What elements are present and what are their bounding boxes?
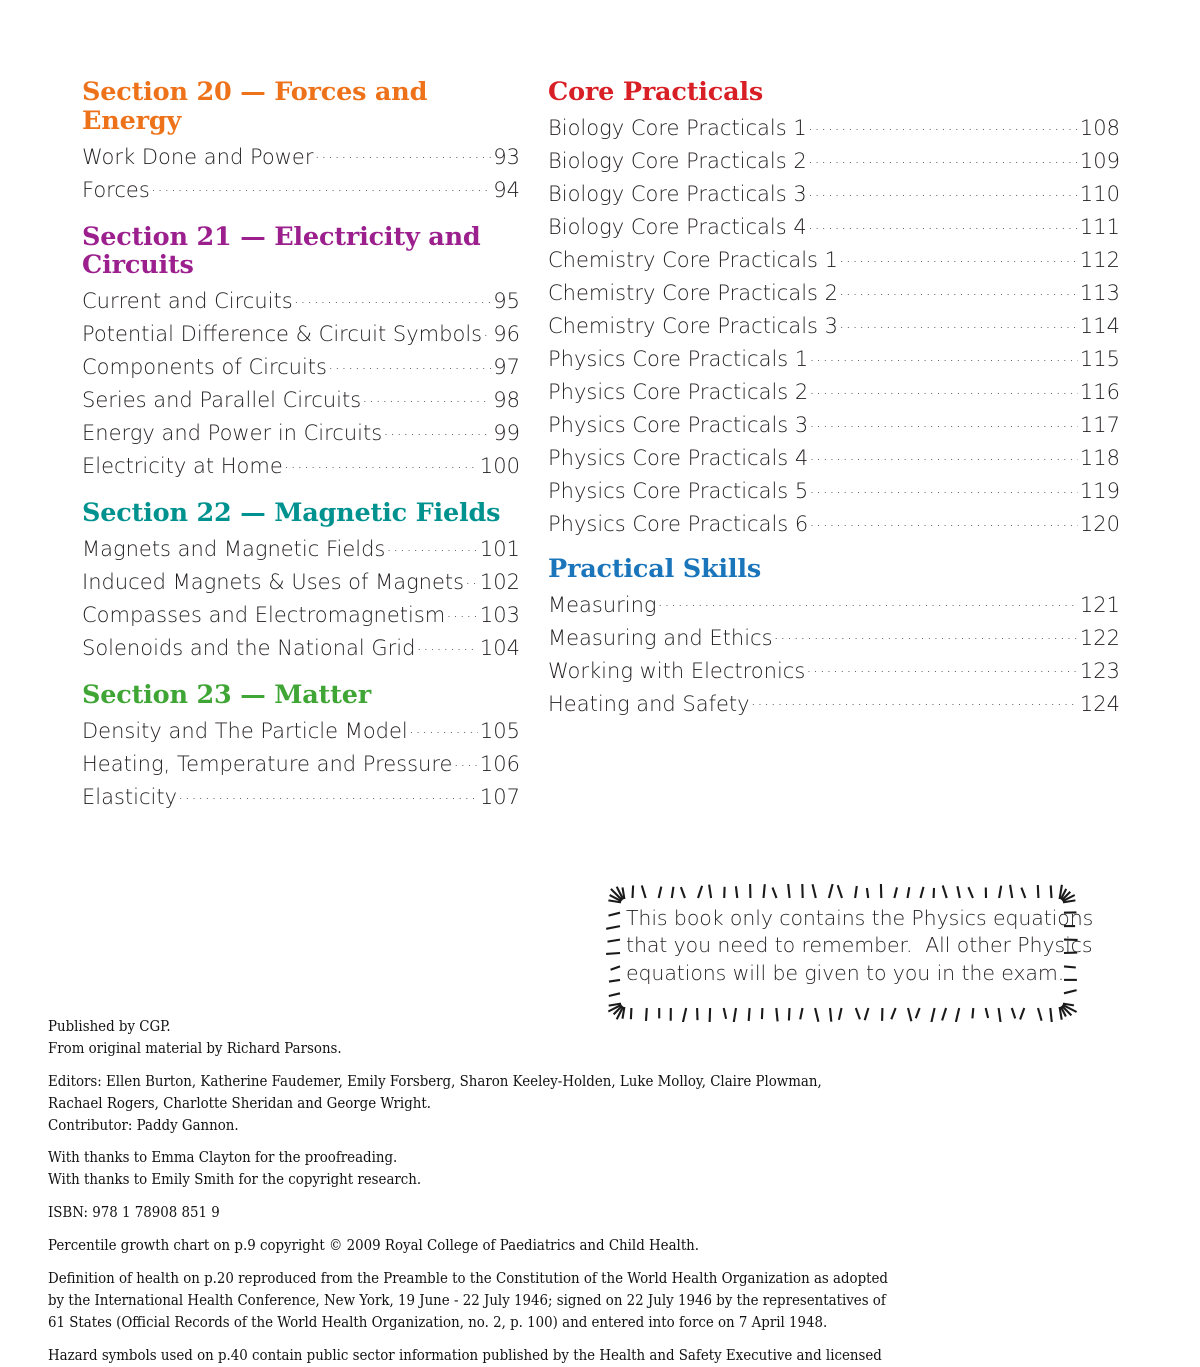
toc-entry[interactable] bbox=[82, 535, 520, 560]
section-block-practical-skills bbox=[548, 555, 1120, 715]
toc-entry[interactable] bbox=[548, 147, 1120, 172]
callout-text bbox=[626, 905, 1058, 987]
section-block-electricity-and-circuits bbox=[82, 223, 520, 478]
toc-entry[interactable] bbox=[548, 657, 1120, 682]
toc-entry-page: 93 bbox=[492, 147, 520, 168]
credit-hazard-line-1: Hazard symbols used on p.40 contain public sector information published by the Health and Safety Executive and licensed bbox=[48, 1345, 981, 1367]
toc-entry-page: 100 bbox=[479, 456, 520, 477]
section-block-forces-and-energy bbox=[82, 78, 520, 201]
section-heading-21: Section 21 — Electricity and Circuits bbox=[82, 223, 520, 281]
toc-entry[interactable] bbox=[82, 568, 520, 593]
toc-entry[interactable] bbox=[82, 386, 520, 411]
toc-entry-title: Biology Core Practicals 3 bbox=[548, 184, 807, 205]
section-heading-22: Section 22 — Magnetic Fields bbox=[82, 499, 520, 528]
credit-thanks-copyright: With thanks to Emily Smith for the copyright research. bbox=[48, 1169, 981, 1191]
toc-leader-dots bbox=[806, 657, 1078, 678]
credit-contributor: Contributor: Paddy Gannon. bbox=[48, 1115, 981, 1137]
toc-leader-dots bbox=[314, 143, 491, 164]
toc-leader-dots bbox=[808, 213, 1078, 234]
toc-leader-dots bbox=[465, 568, 478, 589]
credit-who-line-2: by the International Health Conference, New York, 19 June - 22 July 1946; signed on 22 July 1946 by the representatives of bbox=[48, 1290, 981, 1312]
toc-entry-title: Physics Core Practicals 5 bbox=[548, 481, 808, 502]
toc-entry[interactable] bbox=[82, 634, 520, 659]
toc-entry[interactable] bbox=[82, 143, 520, 168]
section-block-core-practicals bbox=[548, 78, 1120, 535]
toc-leader-dots bbox=[362, 386, 491, 407]
toc-entry[interactable] bbox=[548, 279, 1120, 304]
toc-entry-page: 114 bbox=[1079, 316, 1120, 337]
toc-entry-page: 109 bbox=[1079, 151, 1120, 172]
toc-leader-dots bbox=[453, 750, 477, 771]
toc-entry-page: 95 bbox=[492, 291, 520, 312]
toc-entry-title: Magnets and Magnetic Fields bbox=[82, 539, 385, 560]
toc-entry[interactable] bbox=[548, 444, 1120, 469]
toc-entry-page: 120 bbox=[1079, 514, 1120, 535]
section-heading-23: Section 23 — Matter bbox=[82, 681, 520, 710]
toc-entry-title: Heating and Safety bbox=[548, 694, 750, 715]
toc-entry-title: Solenoids and the National Grid bbox=[82, 638, 415, 659]
credit-editors-line-2: Rachael Rogers, Charlotte Sheridan and George Wright. bbox=[48, 1093, 981, 1115]
toc-entry-page: 118 bbox=[1079, 448, 1120, 469]
toc-leader-dots bbox=[839, 312, 1078, 333]
toc-entry[interactable] bbox=[82, 601, 520, 626]
toc-leader-dots bbox=[808, 114, 1078, 135]
toc-entry-page: 111 bbox=[1079, 217, 1120, 238]
toc-entry-page: 98 bbox=[492, 390, 520, 411]
toc-leader-dots bbox=[808, 147, 1078, 168]
toc-entry[interactable] bbox=[548, 114, 1120, 139]
section-heading-practical-skills: Practical Skills bbox=[548, 555, 1120, 584]
callout-line-3: equations will be given to you in the exam. bbox=[626, 960, 1058, 987]
contents-column-left bbox=[0, 78, 520, 998]
toc-leader-dots bbox=[178, 783, 478, 804]
toc-entry-page: 99 bbox=[492, 423, 520, 444]
toc-entry[interactable] bbox=[548, 312, 1120, 337]
toc-entry-title: Electricity at Home bbox=[82, 456, 283, 477]
section-heading-core-practicals: Core Practicals bbox=[548, 78, 1120, 107]
credit-isbn: ISBN: 978 1 78908 851 9 bbox=[48, 1202, 981, 1224]
toc-entry[interactable] bbox=[82, 750, 520, 775]
toc-entry[interactable] bbox=[548, 591, 1120, 616]
toc-leader-dots bbox=[751, 690, 1078, 711]
toc-leader-dots bbox=[294, 287, 492, 308]
toc-entry-page: 116 bbox=[1079, 382, 1120, 403]
toc-leader-dots bbox=[409, 717, 478, 738]
contents-column-right bbox=[520, 78, 1120, 998]
toc-entry-page: 103 bbox=[479, 605, 520, 626]
toc-entry-title: Elasticity bbox=[82, 787, 177, 808]
toc-entry-title: Forces bbox=[82, 180, 150, 201]
toc-leader-dots bbox=[386, 535, 478, 556]
toc-leader-dots bbox=[774, 624, 1078, 645]
toc-entry-page: 110 bbox=[1079, 184, 1120, 205]
toc-leader-dots bbox=[809, 477, 1078, 498]
toc-entry-title: Potential Difference & Circuit Symbols bbox=[82, 324, 482, 345]
physics-equations-callout bbox=[592, 884, 1092, 1022]
toc-leader-dots bbox=[383, 419, 491, 440]
toc-entry-page: 124 bbox=[1079, 694, 1120, 715]
toc-entry-title: Physics Core Practicals 4 bbox=[548, 448, 808, 469]
toc-entry[interactable] bbox=[548, 510, 1120, 535]
toc-entry-title: Physics Core Practicals 3 bbox=[548, 415, 808, 436]
toc-leader-dots bbox=[416, 634, 477, 655]
toc-entry-title: Physics Core Practicals 2 bbox=[548, 382, 808, 403]
toc-entry-page: 106 bbox=[479, 754, 520, 775]
toc-entry[interactable] bbox=[82, 419, 520, 444]
credit-percentile-chart: Percentile growth chart on p.9 copyright © 2009 Royal College of Paediatrics and Child Health. bbox=[48, 1235, 981, 1257]
toc-entry-title: Current and Circuits bbox=[82, 291, 293, 312]
toc-entry-page: 104 bbox=[479, 638, 520, 659]
toc-entry-page: 107 bbox=[479, 787, 520, 808]
toc-leader-dots bbox=[808, 180, 1078, 201]
toc-entry-title: Biology Core Practicals 2 bbox=[548, 151, 807, 172]
toc-entry-title: Energy and Power in Circuits bbox=[82, 423, 382, 444]
toc-entry-page: 115 bbox=[1079, 349, 1120, 370]
toc-entry[interactable] bbox=[82, 320, 520, 345]
toc-entry-title: Working with Electronics bbox=[548, 661, 805, 682]
credit-who-line-3: 61 States (Official Records of the World Health Organization, no. 2, p. 100) and entered into force on 7 April 1948. bbox=[48, 1312, 981, 1334]
toc-entry-page: 102 bbox=[479, 572, 520, 593]
toc-entry-title: Chemistry Core Practicals 1 bbox=[548, 250, 838, 271]
toc-entry[interactable] bbox=[548, 345, 1120, 370]
toc-entry-title: Measuring and Ethics bbox=[548, 628, 773, 649]
toc-leader-dots bbox=[809, 444, 1078, 465]
toc-leader-dots bbox=[151, 176, 492, 197]
toc-entry-page: 101 bbox=[479, 539, 520, 560]
toc-entry-page: 96 bbox=[492, 324, 520, 345]
toc-entry-title: Biology Core Practicals 4 bbox=[548, 217, 807, 238]
toc-entry-page: 122 bbox=[1079, 628, 1120, 649]
credit-published-by: Published by CGP. bbox=[48, 1016, 981, 1038]
toc-leader-dots bbox=[483, 320, 491, 341]
toc-entry-page: 117 bbox=[1079, 415, 1120, 436]
toc-entry-title: Heating, Temperature and Pressure bbox=[82, 754, 452, 775]
toc-entry-title: Physics Core Practicals 1 bbox=[548, 349, 808, 370]
credit-thanks-proofreading: With thanks to Emma Clayton for the proofreading. bbox=[48, 1147, 981, 1169]
toc-entry-page: 97 bbox=[492, 357, 520, 378]
callout-line-2: that you need to remember. All other Physics bbox=[626, 932, 1058, 959]
toc-leader-dots bbox=[839, 279, 1078, 300]
toc-leader-dots bbox=[446, 601, 478, 622]
toc-leader-dots bbox=[809, 510, 1078, 531]
toc-entry-title: Chemistry Core Practicals 3 bbox=[548, 316, 838, 337]
publication-credits bbox=[48, 1016, 981, 1367]
toc-entry[interactable] bbox=[548, 624, 1120, 649]
toc-entry-page: 112 bbox=[1079, 250, 1120, 271]
toc-entry[interactable] bbox=[82, 353, 520, 378]
toc-leader-dots bbox=[809, 378, 1078, 399]
toc-entry[interactable] bbox=[82, 783, 520, 808]
credit-who-line-1: Definition of health on p.20 reproduced from the Preamble to the Constitution of the World Health Organization as adopted bbox=[48, 1268, 981, 1290]
toc-entry-title: Series and Parallel Circuits bbox=[82, 390, 361, 411]
toc-entry[interactable] bbox=[82, 176, 520, 201]
toc-leader-dots bbox=[284, 452, 478, 473]
toc-leader-dots bbox=[839, 246, 1078, 267]
toc-leader-dots bbox=[809, 345, 1078, 366]
toc-entry-title: Components of Circuits bbox=[82, 357, 327, 378]
toc-entry[interactable] bbox=[82, 287, 520, 312]
toc-entry-page: 123 bbox=[1079, 661, 1120, 682]
toc-entry-title: Biology Core Practicals 1 bbox=[548, 118, 807, 139]
toc-entry-page: 94 bbox=[492, 180, 520, 201]
toc-entry-title: Work Done and Power bbox=[82, 147, 313, 168]
toc-entry[interactable] bbox=[548, 378, 1120, 403]
section-block-matter bbox=[82, 681, 520, 808]
callout-line-1: This book only contains the Physics equations bbox=[626, 905, 1058, 932]
toc-entry[interactable] bbox=[548, 213, 1120, 238]
toc-entry[interactable] bbox=[548, 411, 1120, 436]
toc-leader-dots bbox=[658, 591, 1078, 612]
toc-entry-title: Chemistry Core Practicals 2 bbox=[548, 283, 838, 304]
toc-entry[interactable] bbox=[548, 690, 1120, 715]
toc-entry[interactable] bbox=[82, 717, 520, 742]
toc-entry[interactable] bbox=[548, 180, 1120, 205]
toc-entry-title: Density and The Particle Model bbox=[82, 721, 408, 742]
contents-listing bbox=[0, 78, 1200, 998]
toc-entry-title: Induced Magnets & Uses of Magnets bbox=[82, 572, 464, 593]
toc-leader-dots bbox=[809, 411, 1078, 432]
toc-entry-page: 105 bbox=[479, 721, 520, 742]
toc-leader-dots bbox=[328, 353, 491, 374]
toc-entry[interactable] bbox=[548, 246, 1120, 271]
credit-original-material: From original material by Richard Parsons. bbox=[48, 1038, 981, 1060]
toc-entry-title: Measuring bbox=[548, 595, 657, 616]
toc-entry-title: Physics Core Practicals 6 bbox=[548, 514, 808, 535]
credit-editors-line-1: Editors: Ellen Burton, Katherine Faudemer, Emily Forsberg, Sharon Keeley-Holden, Luke Molloy, Claire Plowman, bbox=[48, 1071, 981, 1093]
toc-entry-page: 113 bbox=[1079, 283, 1120, 304]
toc-entry-title: Compasses and Electromagnetism bbox=[82, 605, 445, 626]
toc-entry[interactable] bbox=[82, 452, 520, 477]
section-heading-20: Section 20 — Forces and Energy bbox=[82, 78, 520, 136]
section-block-magnetic-fields bbox=[82, 499, 520, 659]
toc-entry-page: 119 bbox=[1079, 481, 1120, 502]
toc-entry-page: 108 bbox=[1079, 118, 1120, 139]
toc-entry-page: 121 bbox=[1079, 595, 1120, 616]
toc-entry[interactable] bbox=[548, 477, 1120, 502]
